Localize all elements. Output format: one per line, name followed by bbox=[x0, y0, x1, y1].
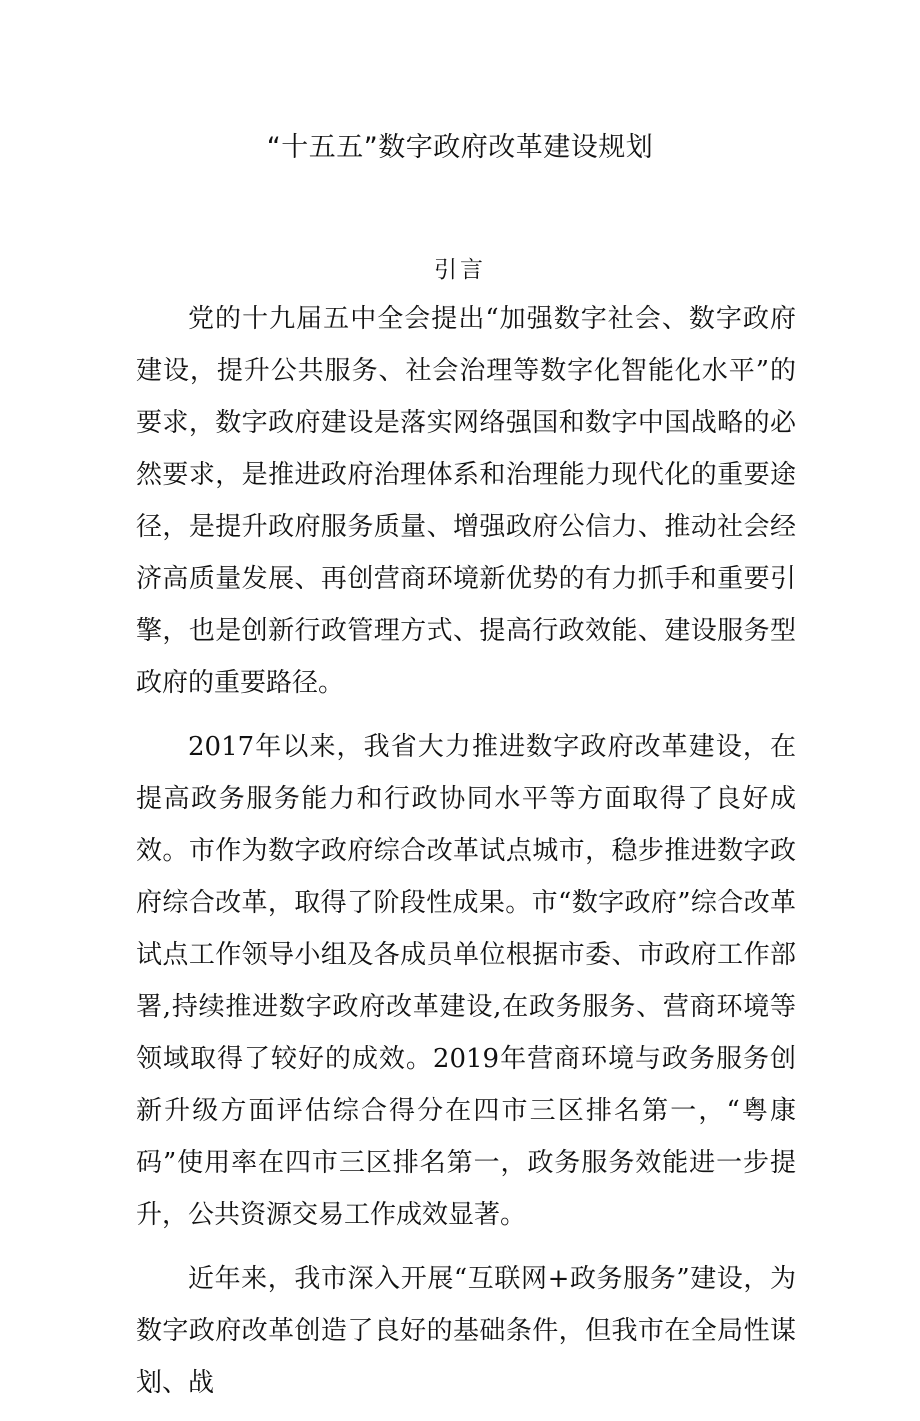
paragraph-2: 2017年以来，我省大力推进数字政府改革建设，在提高政务服务能力和行政协同水平等方面取得了良好成效。市作为数字政府综合改革试点城市，稳步推进数字政府综合改革，取得了阶段性成果。市“数字政府”综合改革试点工作领导小组及各成员单位根据市委、市政府工作部署,持续推进数字政府改革建设,在政务服务、营商环境等领域取得了较好的成效。2019年营商环境与政务服务创新升级方面评估综合得分在四市三区排名第一，“粤康码”使用率在四市三区排名第一，政务服务效能进一步提升，公共资源交易工作成效显著。 bbox=[136, 732, 796, 1230]
paragraph-1: 党的十九届五中全会提出“加强数字社会、数字政府建设，提升公共服务、社会治理等数字化智能化水平”的要求，数字政府建设是落实网络强国和数字中国战略的必然要求，是推进政府治理体系和治理能力现代化的重要途径，是提升政府服务质量、增强政府公信力、推动社会经济高质量发展、再创营商环境新优势的有力抓手和重要引擎，也是创新行政管理方式、提高行政效能、建设服务型政府的重要路径。 bbox=[136, 304, 796, 698]
body-text bbox=[136, 293, 796, 1421]
document-title: “十五五”数字政府改革建设规划 bbox=[266, 132, 654, 163]
section-heading: 引言 bbox=[434, 257, 486, 283]
paragraph-3: 近年来，我市深入开展“互联网+政务服务”建设，为数字政府改革创造了良好的基础条件，但我市在全局性谋划、战 bbox=[136, 1264, 796, 1398]
